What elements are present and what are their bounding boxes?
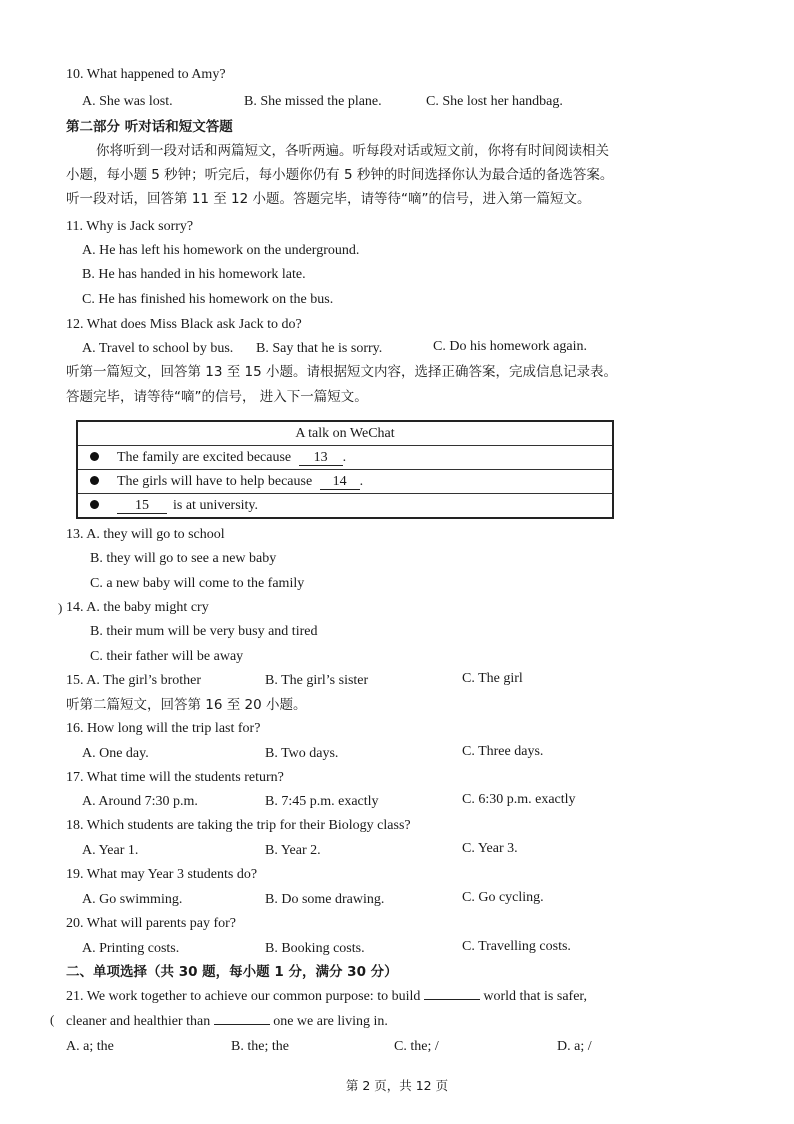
margin-mark: ) — [58, 600, 63, 615]
table-title: A talk on WeChat — [77, 421, 613, 446]
q21-blank-1[interactable] — [424, 999, 480, 1000]
answer-blank-15[interactable]: 15 — [117, 499, 167, 514]
q21-option-d: D. a; / — [557, 1039, 592, 1054]
q14-option-c: C. their father will be away — [90, 649, 244, 664]
q17-option-b: B. 7:45 p.m. exactly — [265, 794, 379, 809]
part2-instruction-2: 小题，每小题 5 秒钟；听完后，每小题你仍有 5 秒钟的时间选择你认为最合适的备选答案。 — [66, 167, 614, 183]
q11-option-b: B. He has handed in his homework late. — [82, 267, 306, 282]
q19-option-c: C. Go cycling. — [462, 890, 544, 905]
part2-title: 第二部分 听对话和短文答题 — [66, 119, 233, 135]
q21-text-2-start: cleaner and healthier than — [66, 1014, 211, 1029]
row1-text: The family are excited because — [117, 449, 292, 465]
q12-option-c: C. Do his homework again. — [433, 339, 587, 354]
q12-option-a: A. Travel to school by bus. — [82, 341, 234, 356]
passage1-instruction-1: 听第一篇短文，回答第 13 至 15 小题。请根据短文内容，选择正确答案，完成信息记录表。 — [66, 364, 618, 380]
q16-option-a: A. One day. — [82, 746, 149, 761]
part2-instruction-1: 你将听到一段对话和两篇短文，各听两遍。听每段对话或短文前，你将有时间阅读相关 — [96, 143, 609, 159]
q19-option-b: B. Do some drawing. — [265, 892, 385, 907]
question-21-line-2 — [66, 1013, 388, 1031]
info-record-table — [76, 420, 614, 519]
bullet-icon — [90, 500, 99, 509]
question-10: 10. What happened to Amy? — [66, 67, 226, 82]
q17-option-a: A. Around 7:30 p.m. — [82, 794, 198, 809]
question-21-line-1 — [66, 988, 587, 1006]
q15-option-a: 15. A. The girl’s brother — [66, 673, 202, 688]
question-11: 11. Why is Jack sorry? — [66, 219, 194, 234]
q21-option-c: C. the; / — [394, 1039, 439, 1054]
q13-option-c: C. a new baby will come to the family — [90, 576, 305, 591]
q21-option-a: A. a; the — [66, 1039, 114, 1054]
answer-blank-14[interactable]: 14 — [320, 475, 360, 490]
q21-option-b: B. the; the — [231, 1039, 289, 1054]
q20-option-a: A. Printing costs. — [82, 941, 180, 956]
q21-text-2-end: one we are living in. — [273, 1014, 388, 1029]
q16-option-c: C. Three days. — [462, 744, 544, 759]
question-12: 12. What does Miss Black ask Jack to do? — [66, 317, 302, 332]
q18-option-a: A. Year 1. — [82, 843, 139, 858]
section2-title: 二、单项选择（共 30 题，每小题 1 分，满分 30 分） — [66, 964, 398, 980]
q12-option-b: B. Say that he is sorry. — [256, 341, 383, 356]
table-row: The girls will have to help because 14 . — [77, 470, 613, 494]
question-18: 18. Which students are taking the trip for their Biology class? — [66, 818, 411, 833]
q21-blank-2[interactable] — [214, 1024, 270, 1025]
q10-option-b: B. She missed the plane. — [244, 94, 382, 109]
question-19: 19. What may Year 3 students do? — [66, 867, 258, 882]
q15-option-b: B. The girl’s sister — [265, 673, 369, 688]
question-16: 16. How long will the trip last for? — [66, 721, 261, 736]
table-row: The family are excited because 13 . — [77, 446, 613, 470]
row3-text: is at university. — [173, 497, 259, 513]
q10-option-c: C. She lost her handbag. — [426, 94, 563, 109]
bullet-icon — [90, 476, 99, 485]
q17-option-c: C. 6:30 p.m. exactly — [462, 792, 576, 807]
q13-option-b: B. they will go to see a new baby — [90, 551, 277, 566]
q11-option-c: C. He has finished his homework on the bus. — [82, 292, 334, 307]
q20-option-b: B. Booking costs. — [265, 941, 365, 956]
passage2-instruction: 听第二篇短文，回答第 16 至 20 小题。 — [66, 697, 307, 713]
q18-option-c: C. Year 3. — [462, 841, 518, 856]
q13-option-a: 13. A. they will go to school — [66, 527, 225, 542]
table-row — [77, 494, 613, 519]
q20-option-c: C. Travelling costs. — [462, 939, 571, 954]
q14-option-b: B. their mum will be very busy and tired — [90, 624, 318, 639]
q21-text-end: world that is safer, — [483, 989, 588, 1004]
q19-option-a: A. Go swimming. — [82, 892, 183, 907]
answer-blank-13[interactable]: 13 — [299, 451, 343, 466]
q21-text-start: 21. We work together to achieve our common purpose: to build — [66, 989, 421, 1004]
question-17: 17. What time will the students return? — [66, 770, 284, 785]
margin-mark: ( — [50, 1012, 55, 1027]
q14-option-a: 14. A. the baby might cry — [66, 600, 209, 615]
part2-instruction-3: 听一段对话，回答第 11 至 12 小题。答题完毕，请等待“嘀”的信号，进入第一篇短文。 — [66, 191, 591, 207]
q18-option-b: B. Year 2. — [265, 843, 321, 858]
q10-option-a: A. She was lost. — [82, 94, 173, 109]
page-footer: 第 2 页，共 12 页 — [345, 1078, 449, 1093]
q16-option-b: B. Two days. — [265, 746, 339, 761]
question-20: 20. What will parents pay for? — [66, 916, 237, 931]
row2-text: The girls will have to help because — [117, 473, 313, 489]
passage1-instruction-2: 答题完毕，请等待“嘀”的信号， 进入下一篇短文。 — [66, 389, 368, 405]
bullet-icon — [90, 452, 99, 461]
q11-option-a: A. He has left his homework on the underground. — [82, 243, 360, 258]
q15-option-c: C. The girl — [462, 671, 523, 686]
